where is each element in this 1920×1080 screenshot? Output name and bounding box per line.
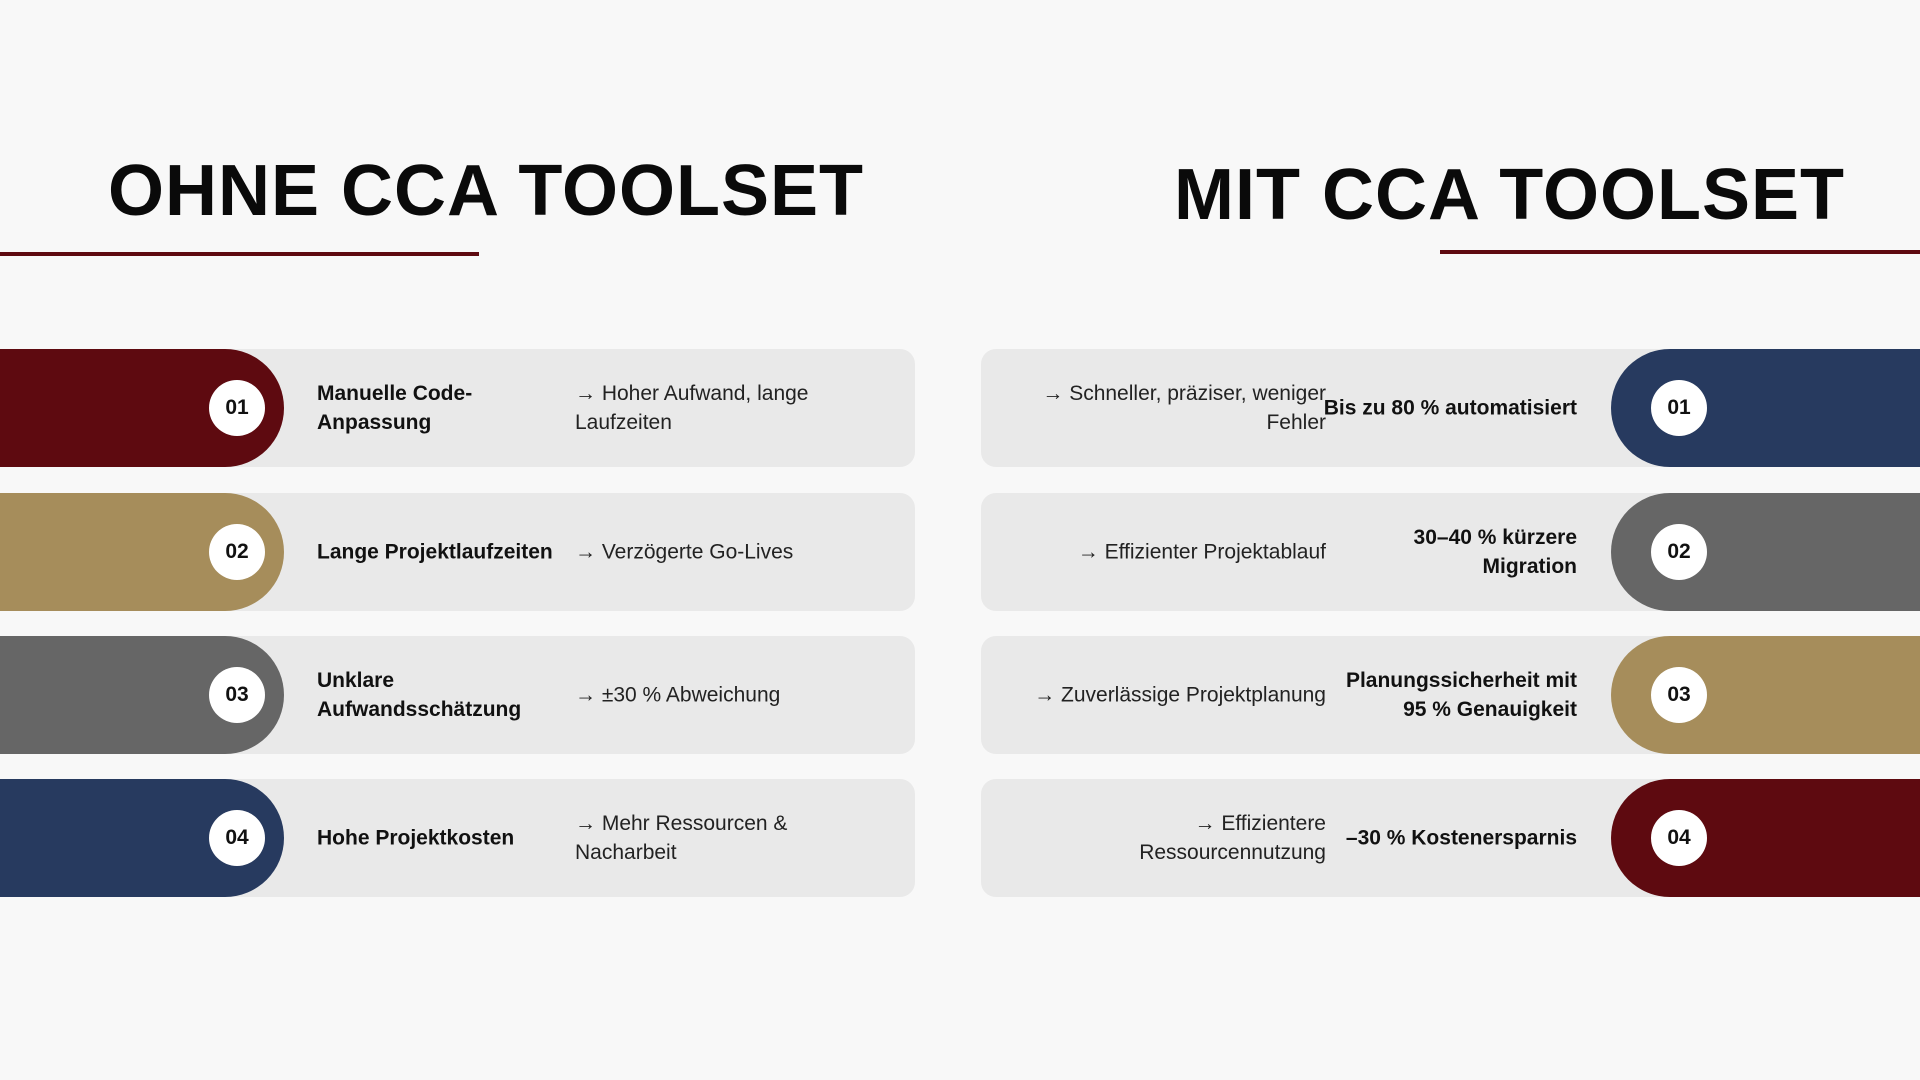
benefit-row bbox=[981, 636, 1920, 754]
benefit-row bbox=[981, 779, 1920, 897]
number-pill bbox=[0, 636, 284, 754]
benefit-row bbox=[981, 493, 1920, 611]
problem-consequence: → Mehr Ressourcen & Nacharbeit bbox=[575, 812, 788, 864]
problem-row bbox=[0, 493, 915, 611]
problem-row bbox=[0, 636, 915, 754]
problem-title: Manuelle Code-Anpassung bbox=[317, 382, 473, 434]
number-badge: 02 bbox=[1651, 524, 1707, 580]
number-badge: 03 bbox=[1651, 667, 1707, 723]
benefit-effect: → Schneller, präziser, weniger Fehler bbox=[1042, 382, 1326, 434]
benefit-effect: → Zuverlässige Projektplanung bbox=[1034, 683, 1326, 707]
benefit-effect: → Effizienter Projektablauf bbox=[1077, 540, 1326, 564]
benefit-effect: → Effizientere Ressourcennutzung bbox=[1139, 812, 1326, 864]
number-pill bbox=[1611, 779, 1920, 897]
benefit-row bbox=[981, 349, 1920, 467]
number-badge: 04 bbox=[209, 810, 265, 866]
left-heading: OHNE CCA TOOLSET bbox=[108, 151, 865, 231]
benefit-title: Bis zu 80 % automatisiert bbox=[1323, 396, 1577, 420]
problem-title: Unklare Aufwandsschätzung bbox=[317, 669, 522, 721]
problem-consequence: → Hoher Aufwand, lange Laufzeiten bbox=[575, 382, 809, 434]
number-pill bbox=[0, 779, 284, 897]
benefit-title: Planungssicherheit mit 95 % Genauigkeit bbox=[1345, 669, 1577, 721]
number-badge: 01 bbox=[209, 380, 265, 436]
right-heading-underline bbox=[1440, 250, 1920, 254]
number-badge: 04 bbox=[1651, 810, 1707, 866]
number-pill bbox=[1611, 493, 1920, 611]
problem-title: Hohe Projektkosten bbox=[317, 826, 515, 850]
problem-consequence: → ±30 % Abweichung bbox=[575, 683, 781, 707]
number-pill bbox=[0, 349, 284, 467]
problem-row bbox=[0, 349, 915, 467]
number-badge: 01 bbox=[1651, 380, 1707, 436]
problem-consequence: → Verzögerte Go-Lives bbox=[575, 540, 794, 564]
right-heading: MIT CCA TOOLSET bbox=[1174, 155, 1845, 235]
problem-row bbox=[0, 779, 915, 897]
left-heading-underline bbox=[0, 252, 479, 256]
number-pill bbox=[1611, 636, 1920, 754]
number-pill bbox=[0, 493, 284, 611]
number-badge: 02 bbox=[209, 524, 265, 580]
problem-title: Lange Projektlaufzeiten bbox=[317, 540, 553, 564]
number-pill bbox=[1611, 349, 1920, 467]
number-badge: 03 bbox=[209, 667, 265, 723]
benefit-title: –30 % Kostenersparnis bbox=[1345, 826, 1577, 850]
benefit-title: 30–40 % kürzere Migration bbox=[1413, 526, 1577, 578]
